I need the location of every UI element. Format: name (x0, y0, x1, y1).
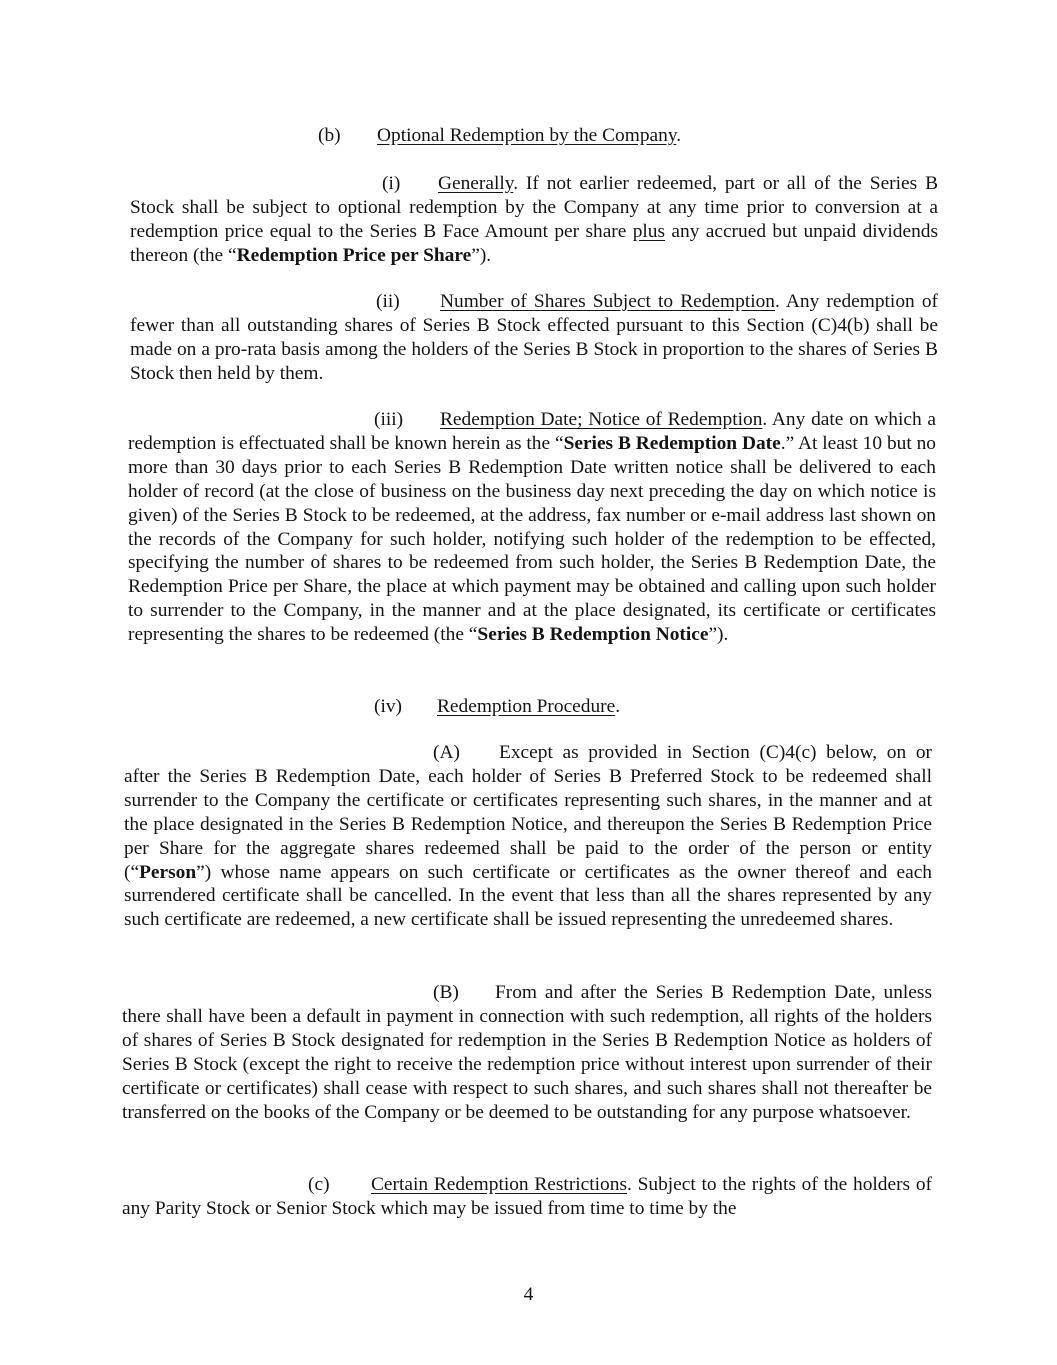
section-iv-marker: (iv) (374, 696, 402, 717)
paragraph-ii (130, 290, 938, 386)
section-iv-heading (374, 695, 620, 719)
plus-term: plus (632, 220, 666, 242)
defined-term-redemption-price: Redemption Price per Share (236, 244, 472, 266)
defined-term-series-b-redemption-notice: Series B Redemption Notice (477, 624, 709, 646)
section-b-period: . (676, 125, 682, 146)
paragraph-iii-end: ”). (708, 624, 729, 646)
defined-term-series-b-redemption-date: Series B Redemption Date (563, 432, 781, 454)
defined-term-person: Person (139, 861, 197, 883)
paragraph-b (122, 981, 932, 1124)
paragraph-a-text-2: ”) whose name appears on such certificate or certificates as the owner thereof and each surrendered certificate shall be cancelled. In the event that less than all the shares represented by any such certificate are redeemed, a new certificate shall be issued representing the unredeemed shares. (124, 861, 932, 931)
section-iv-title: Redemption Procedure (437, 696, 616, 717)
paragraph-c-marker: (c) (308, 1174, 330, 1195)
paragraph-c (122, 1173, 932, 1221)
paragraph-a-marker: (A) (433, 742, 460, 763)
paragraph-iii-title: Redemption Date; Notice of Redemption (440, 409, 763, 430)
paragraph-ii-text: . Any redemption of fewer than all outstanding shares of Series B Stock effected pursuant to this Section (C)4(b) shall be made on a pro-rata basis among the holders of the Series B Stock in proportion to the shares of Series B Stock then held by them. (130, 291, 938, 384)
paragraph-iii-text-1: . Any date on which a redemption is effectuated shall be known herein as the “ (128, 409, 937, 454)
paragraph-iii (128, 408, 936, 647)
paragraph-c-title: Certain Redemption Restrictions (371, 1174, 627, 1195)
section-b-marker: (b) (318, 125, 341, 146)
paragraph-i-text-2: any accrued but unpaid dividends thereon (the “ (130, 220, 939, 266)
paragraph-iii-marker: (iii) (374, 409, 404, 430)
section-b-title: Optional Redemption by the Company (377, 125, 677, 146)
paragraph-iii-text-2: .” At least 10 but no more than 30 days prior to each Series B Redemption Date written notice shall be delivered to each holder of record (at the close of business on the business day next preceding the day on which notice is given) of the Series B Stock to be redeemed, at the address, fax number or e-mail address last shown on the records of the Company for such holder, notifying such holder of the redemption to be effected, specifying the number of shares to be redeemed from such holder, the Series B Redemption Date, the Redemption Price per Share, the place at which payment may be obtained and calling upon such holder to surrender to the Company, in the manner and at the place designated, its certificate or certificates representing the shares to be redeemed (the “ (128, 432, 936, 646)
paragraph-ii-marker: (ii) (376, 291, 400, 312)
paragraph-i (130, 172, 938, 268)
paragraph-a (124, 741, 932, 932)
paragraph-b-marker: (B) (433, 982, 459, 1003)
paragraph-i-end: ”). (471, 244, 492, 266)
section-b-heading (318, 124, 681, 148)
page-number: 4 (523, 1284, 534, 1305)
paragraph-ii-title: Number of Shares Subject to Redemption (440, 291, 775, 312)
paragraph-i-text: . If not earlier redeemed, part or all of the Series B Stock shall be subject to optional redemption by the Company at any time prior to conversion at a redemption price equal to the Series B Face Amount per share (130, 173, 938, 242)
section-iv-period: . (615, 696, 621, 717)
paragraph-i-title: Generally (438, 173, 514, 194)
paragraph-a-text-1: Except as provided in Section (C)4(c) below, on or after the Series B Redemption Date, each holder of Series B Preferred Stock to be redeemed shall surrender to the Company the certificate or certificates representing such shares, in the manner and at the place designated in the Series B Redemption Notice, and thereupon the Series B Redemption Price per Share for the aggregate shares redeemed shall be paid to the order of the person or entity (“ (124, 742, 932, 883)
paragraph-i-marker: (i) (382, 173, 401, 194)
paragraph-c-text: . Subject to the rights of the holders of any Parity Stock or Senior Stock which may be issued from time to time by the (122, 1174, 932, 1219)
paragraph-b-text: From and after the Series B Redemption Date, unless there shall have been a default in payment in connection with such redemption, all rights of the holders of shares of Series B Stock designated for redemption in the Series B Redemption Notice as holders of Series B Stock (except the right to receive the redemption price without interest upon surrender of their certificate or certificates) shall cease with respect to such shares, and such shares shall not thereafter be transferred on the books of the Company or be deemed to be outstanding for any purpose whatsoever. (122, 982, 932, 1123)
